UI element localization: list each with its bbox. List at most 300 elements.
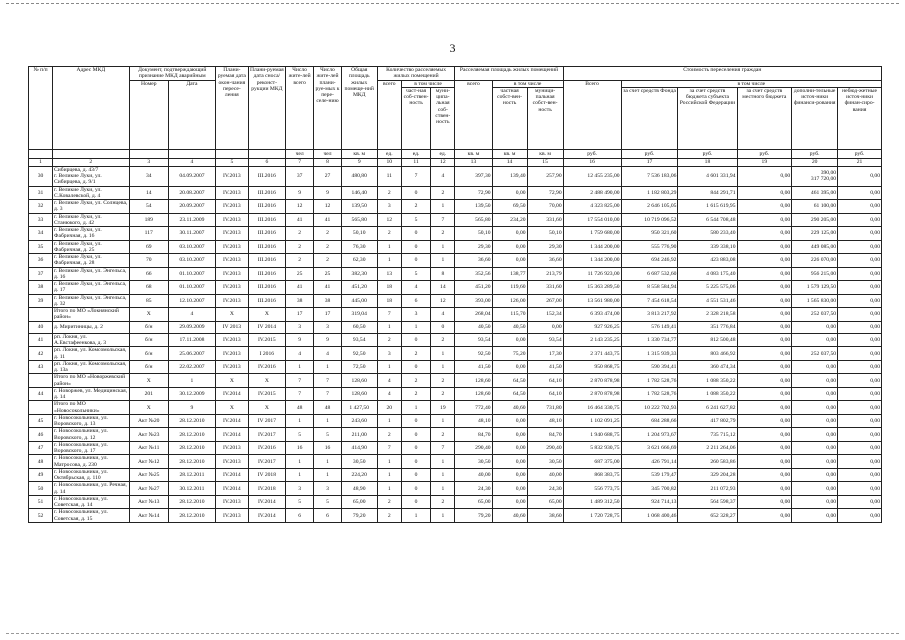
cell-doc-date [168, 374, 215, 388]
cell-doc-number [129, 281, 168, 295]
cell-text: 1 [298, 364, 302, 371]
cell-text: 1 [387, 243, 391, 250]
cell-residents-planned [314, 186, 341, 200]
cell-text: 0 [414, 499, 418, 506]
cell-num [29, 495, 53, 509]
cell-address [53, 227, 130, 241]
header-planned-demolish: Плани-руемая дата сноса/ реконст-рукции МКД [248, 67, 285, 150]
cell-cost-fund [621, 387, 678, 401]
cell-text: 5 [414, 270, 418, 277]
cell-text: 0 [414, 418, 418, 425]
cell-text: 290,40 [475, 445, 491, 452]
cell-text: 0,00 [515, 189, 526, 196]
cell-residents-planned [314, 254, 341, 268]
cell-text: 30.12.2009 [179, 391, 205, 398]
cell-area-total [341, 495, 377, 509]
cell-text: 1 344 200,00 [590, 243, 620, 250]
cell-text: 290,40 [546, 445, 562, 452]
cell-text: 0,00 [780, 458, 791, 465]
cell-text: 0,00 [826, 472, 837, 479]
header-cost-nonbudget: небюд-жетные источ-ники финан-сиро-вания [838, 87, 882, 149]
cell-text: г. Новосокольники, ул. Советская, д. 14 [54, 495, 108, 509]
table-row [29, 267, 882, 281]
cell-cost-extra [792, 227, 838, 241]
cell-cost-total [563, 281, 621, 295]
cell-planned-end [215, 321, 248, 333]
cell-text: 0,00 [515, 337, 526, 344]
cell-residents-planned [314, 374, 341, 388]
cell-rooms-municipal [431, 333, 455, 347]
cell-area-private [492, 441, 527, 455]
cell-area-settled [455, 308, 492, 322]
cell-text: Акт №27 [138, 485, 160, 492]
table-row [29, 186, 882, 200]
table-row [29, 374, 882, 388]
cell-text: 4 083 175,40 [706, 270, 736, 277]
cell-rooms-total [377, 347, 401, 361]
cell-area-settled [455, 294, 492, 308]
cell-text: IV.2014 [222, 391, 241, 398]
cell-text: 11 726 923,00 [587, 270, 620, 277]
header-address: Адрес МКД [53, 67, 130, 150]
cell-doc-number [129, 414, 168, 428]
cell-text: 65,00 [477, 499, 491, 506]
cell-text: 15 363 289,50 [587, 284, 620, 291]
cell-text: 345 700,82 [651, 485, 677, 492]
cell-text: 84,70 [477, 431, 491, 438]
cell-cost-extra [792, 482, 838, 496]
cell-cost-subject [678, 321, 737, 333]
cell-text: 128,60 [351, 377, 367, 384]
cell-rooms-municipal [431, 509, 455, 523]
cell-doc-number [129, 294, 168, 308]
cell-cost-fund [621, 468, 678, 482]
cell-area-municipal [527, 186, 563, 200]
cell-text: 1 [441, 364, 445, 371]
cell-text: 64,10 [549, 391, 562, 398]
cell-rooms-private [401, 387, 431, 401]
cell-num [29, 414, 53, 428]
cell-text: г. Великие Луки, ул. Фабричная, д. 25 [54, 240, 102, 253]
cell-text: 4 [298, 350, 302, 357]
cell-text: 2 488 490,00 [590, 189, 620, 196]
cell-cost-fund [621, 360, 678, 374]
table-row [29, 347, 882, 361]
cell-cost-extra [792, 374, 838, 388]
cell-doc-number [129, 495, 168, 509]
cell-text: 32 [37, 203, 44, 210]
cell-area-municipal [527, 468, 563, 482]
cell-text: 0,00 [826, 485, 837, 492]
cell-cost-total [563, 414, 621, 428]
cell-planned-demolish [248, 482, 285, 496]
cell-rooms-total [377, 455, 401, 469]
cell-cost-subject [678, 308, 737, 322]
cell-text: 0 [414, 337, 418, 344]
cell-text: X [229, 377, 234, 384]
cell-area-settled [455, 374, 492, 388]
cell-cost-nonbudget [838, 308, 882, 322]
cell-text: IV.2013 [222, 203, 241, 210]
continued-address: Сибирцева, д. 43/7 [54, 166, 99, 173]
cell-area-private [492, 333, 527, 347]
header-doc-number: Номер [129, 80, 168, 149]
cell-text: 0,00 [780, 445, 791, 452]
table-row [29, 321, 882, 333]
cell-area-total [341, 294, 377, 308]
cell-text: 1 615 619,95 [706, 203, 736, 210]
cell-text: 0 [414, 485, 418, 492]
cell-area-private [492, 281, 527, 295]
cell-address [53, 308, 130, 322]
cell-text: 1 [414, 404, 418, 411]
cell-text: 28.12.2010 [179, 512, 205, 519]
cell-text: 6 687 532,60 [647, 270, 677, 277]
cell-planned-end [215, 455, 248, 469]
cell-planned-end [215, 200, 248, 214]
cell-text: 1 [387, 418, 391, 425]
cell-residents-total [285, 468, 313, 482]
cell-text: 1 088 350,22 [706, 391, 736, 398]
cell-planned-demolish [248, 360, 285, 374]
cell-planned-end [215, 428, 248, 442]
cell-text: III.2016 [257, 297, 276, 304]
cell-address [53, 482, 130, 496]
cell-text: 1 [298, 472, 302, 479]
cell-num [29, 374, 53, 388]
cell-text: 41 [324, 216, 331, 223]
cell-planned-demolish [248, 374, 285, 388]
cell-text: 0,00 [870, 230, 880, 237]
cell-rooms-private [401, 281, 431, 295]
cell-text: 393,00 [475, 297, 491, 304]
cell-num [29, 387, 53, 401]
cell-text: III.2016 [257, 270, 276, 277]
cell-text: 50,10 [477, 230, 491, 237]
cell-cost-subject [678, 213, 737, 227]
cell-text: 2 [298, 230, 302, 237]
cell-planned-end [215, 495, 248, 509]
units-row: чел чел кв. м ед. ед. ед. кв. м кв. м кв. м руб. руб. руб. руб. руб. руб. [29, 149, 882, 158]
cell-rooms-total [377, 227, 401, 241]
cell-doc-number [129, 240, 168, 254]
cell-area-settled [455, 347, 492, 361]
cell-text: 22.02.2007 [179, 364, 205, 371]
cell-text: 28.12.2010 [179, 431, 205, 438]
cell-cost-local [737, 294, 792, 308]
cell-text: 2 [326, 230, 329, 237]
cell-doc-date [168, 401, 215, 415]
cell-text: 60,50 [352, 324, 366, 331]
cell-area-settled [455, 267, 492, 281]
cell-cost-extra [792, 200, 838, 214]
cell-residents-total [285, 166, 313, 186]
cell-text: 20 [386, 404, 393, 411]
cell-text: б/н [145, 364, 153, 371]
cell-text: 40,60 [512, 404, 526, 411]
cell-text: 451,20 [475, 284, 491, 291]
cell-area-municipal [527, 347, 563, 361]
cell-text: 01.10.2007 [179, 284, 205, 291]
cell-cost-local [737, 227, 792, 241]
cell-text: 812 500,48 [710, 337, 736, 344]
cell-area-total [341, 186, 377, 200]
cell-cost-fund [621, 254, 678, 268]
cell-residents-planned [314, 240, 341, 254]
cell-text: 1 [387, 364, 391, 371]
cell-cost-total [563, 428, 621, 442]
cell-address [53, 428, 130, 442]
cell-area-municipal [527, 482, 563, 496]
cell-text: 2 371 443,75 [590, 350, 620, 357]
cell-cost-local [737, 414, 792, 428]
cell-address [53, 495, 130, 509]
cell-text: Итого по МО «Новосокольники» [54, 401, 100, 414]
cell-text: 0,00 [780, 337, 791, 344]
cell-text: I 2016 [259, 350, 275, 357]
cell-address [53, 200, 130, 214]
cell-text: 0,00 [870, 418, 880, 425]
cell-text: 70,00 [549, 203, 562, 210]
cell-text: 0 [414, 189, 418, 196]
cell-residents-total [285, 294, 313, 308]
cell-address [53, 455, 130, 469]
cell-area-private [492, 166, 527, 186]
cell-cost-subject [678, 495, 737, 509]
cell-text: 257,90 [546, 173, 562, 179]
cell-doc-date [168, 294, 215, 308]
cell-text: 34 [37, 230, 44, 237]
cell-cost-extra [792, 428, 838, 442]
cell-area-total [341, 387, 377, 401]
cell-text: 0,00 [870, 297, 880, 304]
cell-text: III.2016 [257, 203, 276, 210]
cell-rooms-private [401, 468, 431, 482]
cell-cost-nonbudget [838, 428, 882, 442]
cell-text: 0 [414, 472, 418, 479]
cell-text: IV.2015 [257, 337, 276, 344]
cell-text: 0,00 [515, 364, 526, 371]
table-row [29, 200, 882, 214]
cell-cost-local [737, 509, 792, 523]
cell-cost-total [563, 401, 621, 415]
cell-text: 2 [441, 230, 445, 237]
cell-rooms-private [401, 200, 431, 214]
cell-rooms-municipal [431, 308, 455, 322]
cell-text: 0,00 [870, 203, 880, 210]
cell-text: 5 [298, 431, 302, 438]
cell-planned-demolish [248, 495, 285, 509]
cell-residents-total [285, 360, 313, 374]
cell-cost-nonbudget [838, 281, 882, 295]
cell-text: 4 601 331,94 [706, 173, 736, 179]
top-divider [6, 3, 899, 4]
cell-text: 44 [37, 391, 44, 398]
cell-rooms-municipal [431, 166, 455, 186]
cell-cost-total [563, 360, 621, 374]
cell-text: 29,30 [549, 243, 562, 250]
cell-area-settled [455, 166, 492, 186]
cell-doc-date [168, 227, 215, 241]
cell-text: 0,00 [780, 431, 791, 438]
cell-cost-total [563, 333, 621, 347]
cell-text: 40 [37, 324, 44, 331]
cell-planned-demolish [248, 468, 285, 482]
table-header [29, 67, 882, 167]
cell-text: 2 [387, 499, 391, 506]
cell-planned-demolish [248, 227, 285, 241]
cell-cost-extra [792, 281, 838, 295]
cell-address [53, 387, 130, 401]
cell-text: г. Новосокольники, ул. Воровского, д. 17 [54, 441, 108, 455]
cell-text: 70 [145, 257, 152, 264]
cell-cost-nonbudget [838, 240, 882, 254]
cell-planned-demolish [248, 333, 285, 347]
cell-text: рп. Локня, ул. Комсомольская, д. 11 [54, 347, 127, 360]
cell-cost-subject [678, 227, 737, 241]
cell-text: 0,00 [780, 404, 791, 411]
cell-rooms-private [401, 401, 431, 415]
cell-rooms-total [377, 441, 401, 455]
cell-text: 243,60 [351, 418, 367, 425]
cell-text: IV.2014 [257, 499, 276, 506]
cell-text: 84,70 [549, 431, 562, 438]
cell-cost-total [563, 321, 621, 333]
cell-text: 0,00 [780, 324, 791, 331]
table-row [29, 308, 882, 322]
cell-text: IV.2013 [222, 297, 241, 304]
cell-area-municipal [527, 294, 563, 308]
cell-text: 0,00 [870, 499, 880, 506]
cell-text: 65,00 [352, 499, 366, 506]
cell-cost-total [563, 200, 621, 214]
cell-cost-subject [678, 360, 737, 374]
cell-residents-planned [314, 308, 341, 322]
cell-rooms-total [377, 495, 401, 509]
cell-text: 01.10.2007 [179, 270, 205, 277]
cell-cost-local [737, 267, 792, 281]
cell-text: 7 536 183,06 [647, 173, 677, 179]
cell-text: 28.12.2011 [179, 472, 205, 479]
cell-text: 9 [326, 189, 329, 196]
cell-area-municipal [527, 441, 563, 455]
cell-text: г. Великие Луки, ул. Сибирцева, д. 9/1 [54, 173, 102, 186]
cell-text: 12 [386, 216, 393, 223]
cell-doc-date [168, 186, 215, 200]
table-row [29, 213, 882, 227]
cell-planned-end [215, 294, 248, 308]
cell-text: 2 [414, 377, 418, 384]
cell-text: 3 [387, 203, 391, 210]
cell-text: 7 [441, 445, 445, 452]
header-cost-subject: за счет средств бюджета субъекта Российской Федерации [678, 87, 737, 149]
cell-planned-end [215, 401, 248, 415]
cell-doc-number [129, 321, 168, 333]
header-rooms-private: част-ная соб-ствен-ность [401, 87, 431, 149]
cell-text: 252 037,50 [810, 311, 837, 318]
cell-cost-total [563, 347, 621, 361]
cell-residents-planned [314, 281, 341, 295]
cell-text: г. Великие Луки, ул. Фабричная, д. 16 [54, 227, 102, 240]
cell-area-private [492, 227, 527, 241]
cell-cost-local [737, 428, 792, 442]
cell-text: 79,20 [352, 512, 366, 519]
cell-rooms-total [377, 308, 401, 322]
cell-text: 0,00 [826, 377, 837, 384]
cell-doc-date [168, 254, 215, 268]
cell-residents-planned [314, 166, 341, 186]
cell-cost-extra [792, 166, 838, 186]
cell-text: 40,00 [477, 472, 491, 479]
cell-area-private [492, 509, 527, 523]
cell-doc-number [129, 468, 168, 482]
cell-cost-fund [621, 414, 678, 428]
cell-text: X [146, 404, 151, 411]
cell-area-private [492, 347, 527, 361]
cell-text: 2 646 105,05 [647, 203, 677, 210]
cell-cost-extra [792, 267, 838, 281]
cell-text: Акт №11 [138, 445, 160, 452]
cell-text: 1 [326, 458, 329, 465]
cell-rooms-private [401, 509, 431, 523]
cell-text: 18 [386, 284, 393, 291]
cell-rooms-private [401, 213, 431, 227]
cell-text: б/н [145, 337, 153, 344]
cell-text: 66 [145, 270, 152, 277]
cell-text: 8 [441, 270, 445, 277]
cell-text: 18 [386, 297, 393, 304]
cell-text: Акт №23 [138, 431, 160, 438]
cell-text: 1 330 734,77 [647, 337, 677, 344]
cell-doc-date [168, 321, 215, 333]
cell-text: 69 [145, 243, 152, 250]
cell-text: г. Новоржев, ул. Медицинская, д. 14 [54, 387, 128, 401]
cell-planned-demolish [248, 186, 285, 200]
cell-rooms-municipal [431, 428, 455, 442]
cell-text: 9 [298, 189, 302, 196]
cell-text: 25 [296, 270, 303, 277]
cell-rooms-municipal [431, 254, 455, 268]
cell-planned-end [215, 213, 248, 227]
cell-num [29, 294, 53, 308]
cell-rooms-total [377, 281, 401, 295]
cell-text: 42 [37, 350, 44, 357]
cell-area-total [341, 468, 377, 482]
cell-text: 927 926,25 [594, 324, 620, 331]
cell-residents-total [285, 455, 313, 469]
cell-rooms-private [401, 428, 431, 442]
cell-text: 290 205,00 [810, 216, 837, 223]
cell-text: 339 338,10 [710, 243, 736, 250]
cell-text: 14 [145, 189, 152, 196]
cell-text: 687 375,00 [594, 458, 620, 465]
cell-text: б/н [145, 324, 153, 331]
cell-text: 12.10.2007 [179, 297, 205, 304]
cell-text: 50 [37, 485, 44, 492]
cell-text: 331,60 [546, 284, 562, 291]
cell-cost-subject [678, 441, 737, 455]
cell-text: 201 [144, 391, 153, 398]
cell-cost-local [737, 254, 792, 268]
cell-num [29, 401, 53, 415]
cell-text: 0,00 [780, 391, 791, 398]
cell-area-private [492, 321, 527, 333]
cell-text: 152,34 [546, 311, 562, 318]
cell-text: 31 [37, 189, 44, 196]
cell-residents-total [285, 428, 313, 442]
cell-planned-end [215, 254, 248, 268]
cell-text: 19 [440, 404, 446, 411]
